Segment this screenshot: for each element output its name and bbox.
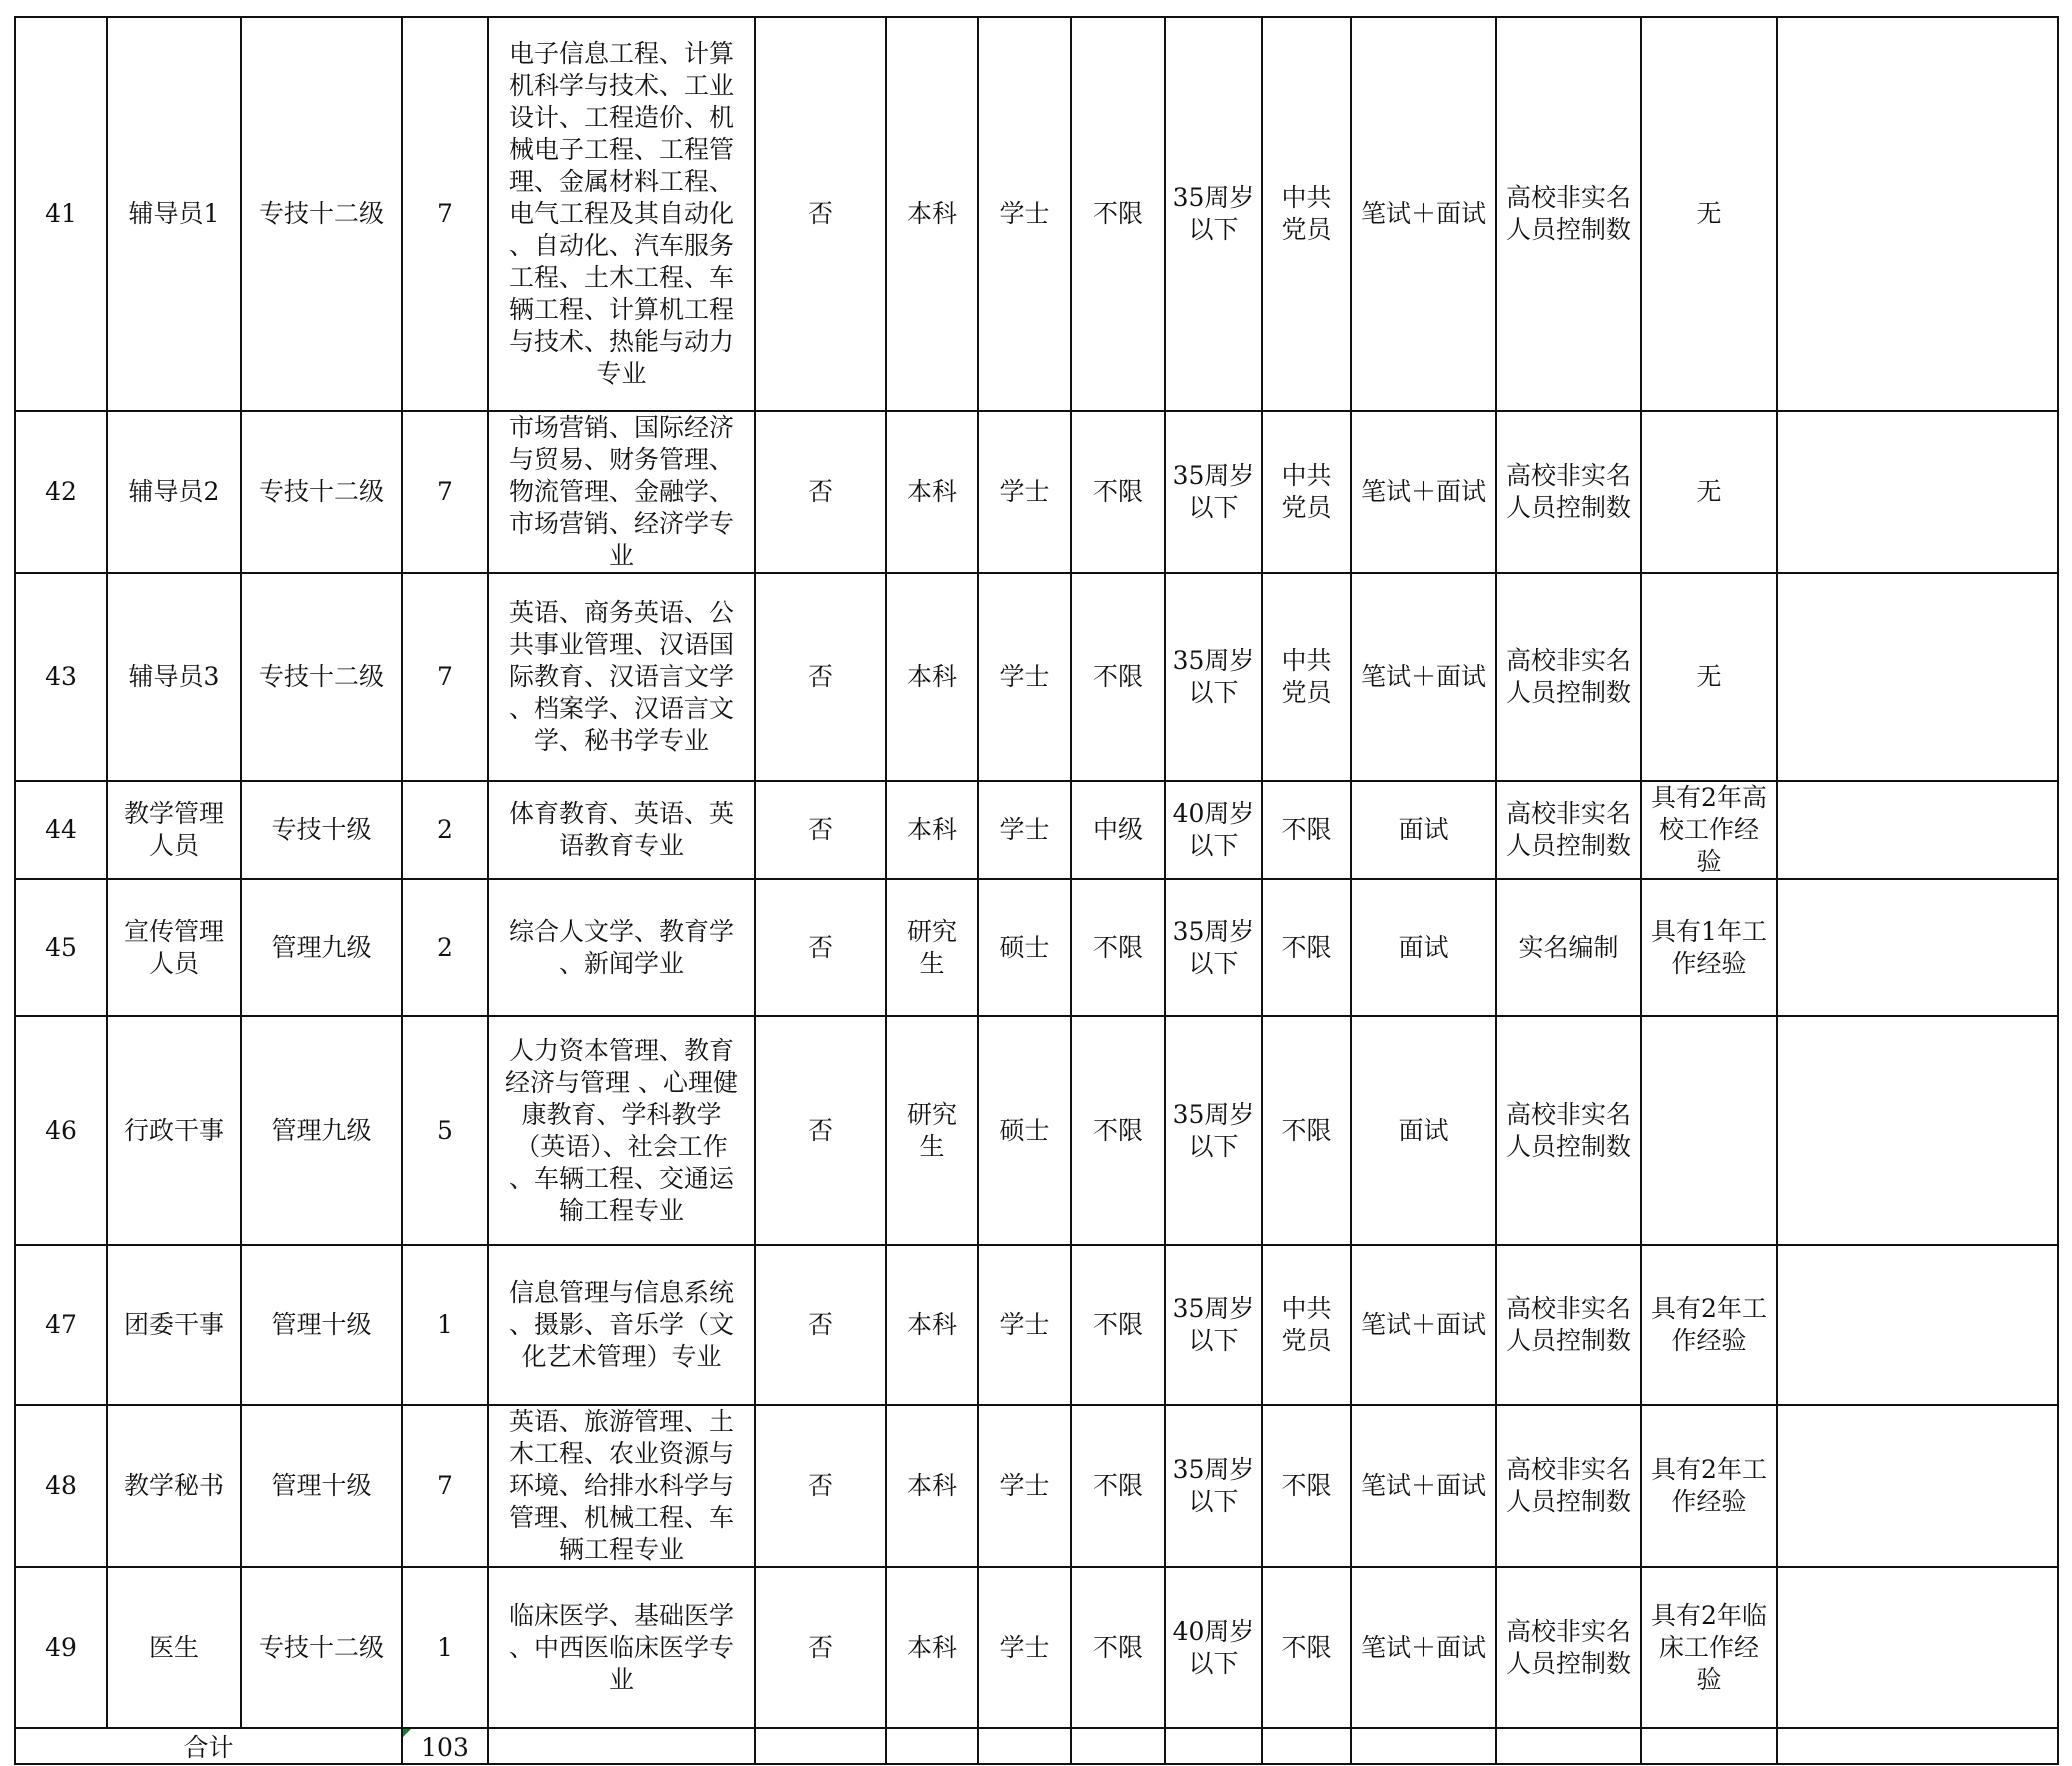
cell-title: 不限 bbox=[1071, 1405, 1165, 1567]
cell-age bbox=[1165, 573, 1262, 781]
cell-line: 实名编制 bbox=[1518, 932, 1619, 962]
cell-education: 本科 bbox=[886, 411, 978, 573]
cell-grade: 专技十二级 bbox=[241, 1567, 402, 1728]
cell-line: 、中西医临床医学专 bbox=[508, 1632, 734, 1662]
cell-education bbox=[886, 1016, 978, 1245]
cell-number: 42 bbox=[15, 411, 107, 573]
cell-age bbox=[1165, 411, 1262, 573]
cell-line: 作经验 bbox=[1671, 1326, 1747, 1355]
empty-cell bbox=[1262, 1728, 1351, 1764]
table-row bbox=[15, 17, 2058, 411]
total-value-text: 103 bbox=[421, 1733, 469, 1762]
cell-number: 49 bbox=[15, 1567, 107, 1728]
cell-line: 人员 bbox=[148, 831, 199, 860]
cell-exam: 面试 bbox=[1351, 781, 1496, 879]
cell-number: 44 bbox=[15, 781, 107, 879]
cell-title: 不限 bbox=[1071, 1245, 1165, 1405]
cell-education bbox=[886, 879, 978, 1016]
cell-degree: 学士 bbox=[978, 1405, 1071, 1567]
cell-line: 际教育、汉语言文学 bbox=[508, 662, 734, 691]
table-row bbox=[15, 1405, 2058, 1567]
cell-position bbox=[107, 781, 241, 879]
cell-line: 人员 bbox=[148, 948, 199, 978]
total-value bbox=[402, 1728, 488, 1764]
cell-remark bbox=[1777, 879, 2058, 1016]
cell-exam: 面试 bbox=[1351, 879, 1496, 1016]
cell-title: 不限 bbox=[1071, 879, 1165, 1016]
cell-staffing bbox=[1496, 411, 1641, 573]
cell-line: 中共 bbox=[1281, 646, 1332, 675]
cell-degree: 学士 bbox=[978, 411, 1071, 573]
cell-line: 经济与管理 、心理健 bbox=[505, 1067, 738, 1097]
cell-position bbox=[107, 879, 241, 1016]
cell-line: 工程、土木工程、车 bbox=[508, 263, 734, 292]
cell-line: 英语、商务英语、公 bbox=[508, 598, 734, 627]
empty-cell bbox=[755, 1728, 886, 1764]
cell-line: 辆工程、计算机工程 bbox=[508, 295, 734, 324]
cell-degree: 学士 bbox=[978, 1245, 1071, 1405]
cell-age bbox=[1165, 1567, 1262, 1728]
cell-experience bbox=[1641, 17, 1777, 411]
cell-line: 不限 bbox=[1281, 1115, 1332, 1145]
cell-exam: 笔试＋面试 bbox=[1351, 1567, 1496, 1728]
cell-political bbox=[1262, 1016, 1351, 1245]
cell-line: 管理、机械工程、车 bbox=[508, 1503, 734, 1532]
cell-line: 作经验 bbox=[1671, 948, 1747, 978]
cell-line: 中共 bbox=[1281, 183, 1332, 212]
empty-cell bbox=[488, 1728, 755, 1764]
cell-line: 以下 bbox=[1188, 678, 1239, 707]
cell-line: 设计、工程造价、机 bbox=[508, 103, 734, 132]
table-row bbox=[15, 411, 2058, 573]
cell-education: 本科 bbox=[886, 17, 978, 411]
cell-exam: 笔试＋面试 bbox=[1351, 1245, 1496, 1405]
cell-experience bbox=[1641, 1245, 1777, 1405]
cell-line: 电气工程及其自动化 bbox=[508, 199, 734, 228]
cell-count: 2 bbox=[402, 781, 488, 879]
cell-line: 化艺术管理）专业 bbox=[521, 1342, 722, 1371]
cell-political bbox=[1262, 1405, 1351, 1567]
cell-line: 输工程专业 bbox=[558, 1195, 684, 1225]
table-row bbox=[15, 781, 2058, 879]
cell-line: 校工作经 bbox=[1658, 815, 1759, 844]
cell-line: 研究 bbox=[906, 916, 957, 946]
cell-marker-icon bbox=[403, 1729, 411, 1737]
table-row bbox=[15, 879, 2058, 1016]
cell-title: 不限 bbox=[1071, 1016, 1165, 1245]
cell-line: 以下 bbox=[1188, 215, 1239, 244]
cell-age bbox=[1165, 879, 1262, 1016]
cell-line: 35周岁 bbox=[1172, 461, 1255, 490]
cell-line: 具有2年高 bbox=[1651, 783, 1767, 812]
cell-line: 人力资本管理、教育 bbox=[508, 1035, 734, 1065]
cell-line: 高校非实名 bbox=[1505, 1616, 1631, 1646]
empty-cell bbox=[978, 1728, 1071, 1764]
cell-count: 1 bbox=[402, 1567, 488, 1728]
cell-line: 共事业管理、汉语国 bbox=[508, 630, 734, 659]
cell-grade: 管理九级 bbox=[241, 879, 402, 1016]
cell-line: 与技术、热能与动力 bbox=[508, 327, 734, 356]
cell-line: 环境、给排水科学与 bbox=[508, 1471, 734, 1500]
cell-restricted: 否 bbox=[755, 879, 886, 1016]
cell-remark bbox=[1777, 573, 2058, 781]
cell-major bbox=[488, 781, 755, 879]
cell-age bbox=[1165, 1405, 1262, 1567]
cell-experience bbox=[1641, 411, 1777, 573]
cell-grade: 管理九级 bbox=[241, 1016, 402, 1245]
cell-number: 46 bbox=[15, 1016, 107, 1245]
cell-line: 人员控制数 bbox=[1505, 831, 1631, 860]
cell-line: 、档案学、汉语言文 bbox=[508, 694, 734, 723]
cell-line: 研究 bbox=[906, 1099, 957, 1129]
cell-number: 47 bbox=[15, 1245, 107, 1405]
cell-line: 市场营销、国际经济 bbox=[508, 413, 734, 442]
cell-political bbox=[1262, 411, 1351, 573]
cell-line: （英语）、社会工作 bbox=[515, 1131, 728, 1161]
cell-line: 35周岁 bbox=[1172, 916, 1255, 946]
cell-position: 教学秘书 bbox=[107, 1405, 241, 1567]
cell-line: 党员 bbox=[1281, 678, 1332, 707]
cell-line: 不限 bbox=[1281, 1632, 1332, 1662]
cell-major bbox=[488, 1567, 755, 1728]
cell-restricted: 否 bbox=[755, 781, 886, 879]
cell-exam: 笔试＋面试 bbox=[1351, 1405, 1496, 1567]
cell-education: 本科 bbox=[886, 1405, 978, 1567]
cell-staffing bbox=[1496, 1567, 1641, 1728]
cell-line: 、车辆工程、交通运 bbox=[508, 1163, 734, 1193]
empty-cell bbox=[1641, 1728, 1777, 1764]
total-label: 合计 bbox=[15, 1728, 402, 1764]
empty-cell bbox=[886, 1728, 978, 1764]
recruitment-table bbox=[14, 16, 2059, 1765]
cell-line: 综合人文学、教育学 bbox=[508, 916, 734, 946]
cell-experience bbox=[1641, 573, 1777, 781]
cell-number: 41 bbox=[15, 17, 107, 411]
cell-restricted: 否 bbox=[755, 1567, 886, 1728]
cell-experience bbox=[1641, 781, 1777, 879]
cell-degree: 硕士 bbox=[978, 879, 1071, 1016]
cell-exam: 笔试＋面试 bbox=[1351, 411, 1496, 573]
table-row bbox=[15, 1245, 2058, 1405]
cell-line: 不限 bbox=[1281, 815, 1332, 844]
cell-line: 辆工程专业 bbox=[558, 1535, 684, 1564]
cell-line: 理、金属材料工程、 bbox=[508, 167, 734, 196]
cell-remark bbox=[1777, 1016, 2058, 1245]
cell-count: 7 bbox=[402, 17, 488, 411]
cell-position: 辅导员2 bbox=[107, 411, 241, 573]
cell-line: 具有1年工 bbox=[1651, 916, 1767, 946]
cell-line: 人员控制数 bbox=[1505, 1326, 1631, 1355]
cell-major bbox=[488, 411, 755, 573]
cell-political bbox=[1262, 1245, 1351, 1405]
cell-education: 本科 bbox=[886, 573, 978, 781]
cell-line: 生 bbox=[919, 1131, 945, 1161]
cell-line: 机科学与技术、工业 bbox=[508, 71, 734, 100]
cell-line: 康教育、学科教学 bbox=[521, 1099, 722, 1129]
cell-line: 专业 bbox=[596, 359, 647, 388]
cell-number: 48 bbox=[15, 1405, 107, 1567]
cell-line: 高校非实名 bbox=[1505, 799, 1631, 828]
cell-degree: 学士 bbox=[978, 573, 1071, 781]
cell-remark bbox=[1777, 781, 2058, 879]
cell-line: 械电子工程、工程管 bbox=[508, 135, 734, 164]
cell-exam: 笔试＋面试 bbox=[1351, 573, 1496, 781]
cell-degree: 学士 bbox=[978, 17, 1071, 411]
cell-line: 35周岁 bbox=[1172, 1455, 1255, 1484]
cell-major bbox=[488, 879, 755, 1016]
cell-exam: 面试 bbox=[1351, 1016, 1496, 1245]
table-row bbox=[15, 1016, 2058, 1245]
cell-line: 中共 bbox=[1281, 1294, 1332, 1323]
cell-line: 具有2年临 bbox=[1651, 1600, 1767, 1630]
cell-major bbox=[488, 1016, 755, 1245]
table-body bbox=[15, 17, 2058, 1764]
cell-line: 以下 bbox=[1188, 493, 1239, 522]
cell-line: 语教育专业 bbox=[558, 831, 684, 860]
cell-line: 中共 bbox=[1281, 461, 1332, 490]
cell-line: 与贸易、财务管理、 bbox=[508, 445, 734, 474]
cell-grade: 专技十二级 bbox=[241, 573, 402, 781]
cell-restricted: 否 bbox=[755, 1405, 886, 1567]
cell-remark bbox=[1777, 1245, 2058, 1405]
cell-count: 1 bbox=[402, 1245, 488, 1405]
cell-line: 以下 bbox=[1188, 1487, 1239, 1516]
cell-line: 人员控制数 bbox=[1505, 215, 1631, 244]
cell-education: 本科 bbox=[886, 1567, 978, 1728]
empty-cell bbox=[1351, 1728, 1496, 1764]
cell-count: 2 bbox=[402, 879, 488, 1016]
cell-major bbox=[488, 1245, 755, 1405]
cell-line: 40周岁 bbox=[1172, 1616, 1255, 1646]
cell-age bbox=[1165, 1245, 1262, 1405]
table-row bbox=[15, 573, 2058, 781]
cell-position: 辅导员3 bbox=[107, 573, 241, 781]
cell-line: 市场营销、经济学专 bbox=[508, 509, 734, 538]
cell-line: 35周岁 bbox=[1172, 1294, 1255, 1323]
cell-line: 不限 bbox=[1281, 1471, 1332, 1500]
cell-line: 高校非实名 bbox=[1505, 646, 1631, 675]
cell-position: 行政干事 bbox=[107, 1016, 241, 1245]
cell-political bbox=[1262, 17, 1351, 411]
cell-line: 以下 bbox=[1188, 1131, 1239, 1161]
cell-political bbox=[1262, 781, 1351, 879]
cell-age bbox=[1165, 17, 1262, 411]
cell-title: 中级 bbox=[1071, 781, 1165, 879]
cell-line: 临床医学、基础医学 bbox=[508, 1600, 734, 1630]
cell-staffing bbox=[1496, 17, 1641, 411]
cell-experience bbox=[1641, 1567, 1777, 1728]
total-row bbox=[15, 1728, 2058, 1764]
cell-line: 具有2年工 bbox=[1651, 1294, 1767, 1323]
cell-line: 木工程、农业资源与 bbox=[508, 1439, 734, 1468]
cell-exam: 笔试＋面试 bbox=[1351, 17, 1496, 411]
cell-political bbox=[1262, 879, 1351, 1016]
cell-line: 信息管理与信息系统 bbox=[508, 1278, 734, 1307]
cell-line: 电子信息工程、计算 bbox=[508, 39, 734, 68]
cell-grade: 管理十级 bbox=[241, 1405, 402, 1567]
cell-remark bbox=[1777, 1567, 2058, 1728]
cell-line: 人员控制数 bbox=[1505, 1131, 1631, 1161]
cell-line: 、新闻学业 bbox=[558, 948, 684, 978]
cell-staffing bbox=[1496, 1016, 1641, 1245]
cell-political bbox=[1262, 573, 1351, 781]
empty-cell bbox=[1777, 1728, 2058, 1764]
cell-line: 人员控制数 bbox=[1505, 1648, 1631, 1678]
cell-line: 以下 bbox=[1188, 1648, 1239, 1678]
cell-line: 验 bbox=[1696, 847, 1722, 876]
cell-restricted: 否 bbox=[755, 573, 886, 781]
cell-restricted: 否 bbox=[755, 411, 886, 573]
cell-line: 物流管理、金融学、 bbox=[508, 477, 734, 506]
cell-line: 人员控制数 bbox=[1505, 493, 1631, 522]
empty-cell bbox=[1165, 1728, 1262, 1764]
cell-staffing bbox=[1496, 1245, 1641, 1405]
cell-line: 具有2年工 bbox=[1651, 1455, 1767, 1484]
cell-restricted: 否 bbox=[755, 1245, 886, 1405]
cell-title: 不限 bbox=[1071, 573, 1165, 781]
cell-line: 人员控制数 bbox=[1505, 678, 1631, 707]
cell-line: 40周岁 bbox=[1172, 799, 1255, 828]
cell-restricted: 否 bbox=[755, 17, 886, 411]
cell-line: 以下 bbox=[1188, 948, 1239, 978]
empty-cell bbox=[1496, 1728, 1641, 1764]
cell-staffing bbox=[1496, 573, 1641, 781]
cell-line: 高校非实名 bbox=[1505, 461, 1631, 490]
cell-major bbox=[488, 17, 755, 411]
cell-line: 业 bbox=[608, 541, 634, 570]
empty-cell bbox=[1071, 1728, 1165, 1764]
cell-grade: 管理十级 bbox=[241, 1245, 402, 1405]
cell-position: 辅导员1 bbox=[107, 17, 241, 411]
cell-remark bbox=[1777, 17, 2058, 411]
cell-line: 35周岁 bbox=[1172, 1099, 1255, 1129]
cell-line: 高校非实名 bbox=[1505, 1455, 1631, 1484]
cell-line: 不限 bbox=[1281, 932, 1332, 962]
cell-number: 43 bbox=[15, 573, 107, 781]
cell-restricted: 否 bbox=[755, 1016, 886, 1245]
cell-line: 作经验 bbox=[1671, 1487, 1747, 1516]
cell-grade: 专技十级 bbox=[241, 781, 402, 879]
cell-line: 高校非实名 bbox=[1505, 1294, 1631, 1323]
cell-degree: 硕士 bbox=[978, 1016, 1071, 1245]
cell-line: 教学管理 bbox=[123, 799, 224, 828]
cell-line: 无 bbox=[1696, 199, 1722, 228]
cell-count: 7 bbox=[402, 411, 488, 573]
cell-degree: 学士 bbox=[978, 1567, 1071, 1728]
cell-grade: 专技十二级 bbox=[241, 411, 402, 573]
cell-count: 7 bbox=[402, 573, 488, 781]
cell-staffing bbox=[1496, 781, 1641, 879]
cell-line: 生 bbox=[919, 948, 945, 978]
cell-remark bbox=[1777, 411, 2058, 573]
cell-count: 5 bbox=[402, 1016, 488, 1245]
cell-number: 45 bbox=[15, 879, 107, 1016]
cell-line: 党员 bbox=[1281, 1326, 1332, 1355]
cell-age bbox=[1165, 1016, 1262, 1245]
cell-major bbox=[488, 1405, 755, 1567]
cell-line: 无 bbox=[1696, 662, 1722, 691]
table-row bbox=[15, 1567, 2058, 1728]
cell-title: 不限 bbox=[1071, 411, 1165, 573]
cell-position: 团委干事 bbox=[107, 1245, 241, 1405]
cell-line: 宣传管理 bbox=[123, 916, 224, 946]
cell-line: 以下 bbox=[1188, 1326, 1239, 1355]
cell-line: 以下 bbox=[1188, 831, 1239, 860]
cell-grade: 专技十二级 bbox=[241, 17, 402, 411]
cell-line: 35周岁 bbox=[1172, 646, 1255, 675]
cell-experience bbox=[1641, 1405, 1777, 1567]
cell-experience bbox=[1641, 879, 1777, 1016]
cell-line: 学、秘书学专业 bbox=[533, 726, 709, 755]
cell-line: 党员 bbox=[1281, 215, 1332, 244]
cell-line: 床工作经 bbox=[1658, 1632, 1759, 1662]
cell-line: 验 bbox=[1696, 1664, 1722, 1694]
cell-experience bbox=[1641, 1016, 1777, 1245]
cell-age bbox=[1165, 781, 1262, 879]
cell-staffing bbox=[1496, 879, 1641, 1016]
cell-line: 党员 bbox=[1281, 493, 1332, 522]
cell-education: 本科 bbox=[886, 1245, 978, 1405]
cell-degree: 学士 bbox=[978, 781, 1071, 879]
cell-staffing bbox=[1496, 1405, 1641, 1567]
cell-line: 无 bbox=[1696, 477, 1722, 506]
cell-position: 医生 bbox=[107, 1567, 241, 1728]
cell-education: 本科 bbox=[886, 781, 978, 879]
cell-title: 不限 bbox=[1071, 17, 1165, 411]
cell-line: 高校非实名 bbox=[1505, 183, 1631, 212]
cell-remark bbox=[1777, 1405, 2058, 1567]
cell-political bbox=[1262, 1567, 1351, 1728]
cell-major bbox=[488, 573, 755, 781]
cell-line: 英语、旅游管理、土 bbox=[508, 1407, 734, 1436]
cell-line: 高校非实名 bbox=[1505, 1099, 1631, 1129]
cell-count: 7 bbox=[402, 1405, 488, 1567]
cell-line: 35周岁 bbox=[1172, 183, 1255, 212]
cell-line: 体育教育、英语、英 bbox=[508, 799, 734, 828]
cell-line: 、自动化、汽车服务 bbox=[508, 231, 734, 260]
cell-line: 人员控制数 bbox=[1505, 1487, 1631, 1516]
cell-line: 、摄影、音乐学（文 bbox=[508, 1310, 734, 1339]
cell-line: 业 bbox=[608, 1664, 634, 1694]
cell-title: 不限 bbox=[1071, 1567, 1165, 1728]
